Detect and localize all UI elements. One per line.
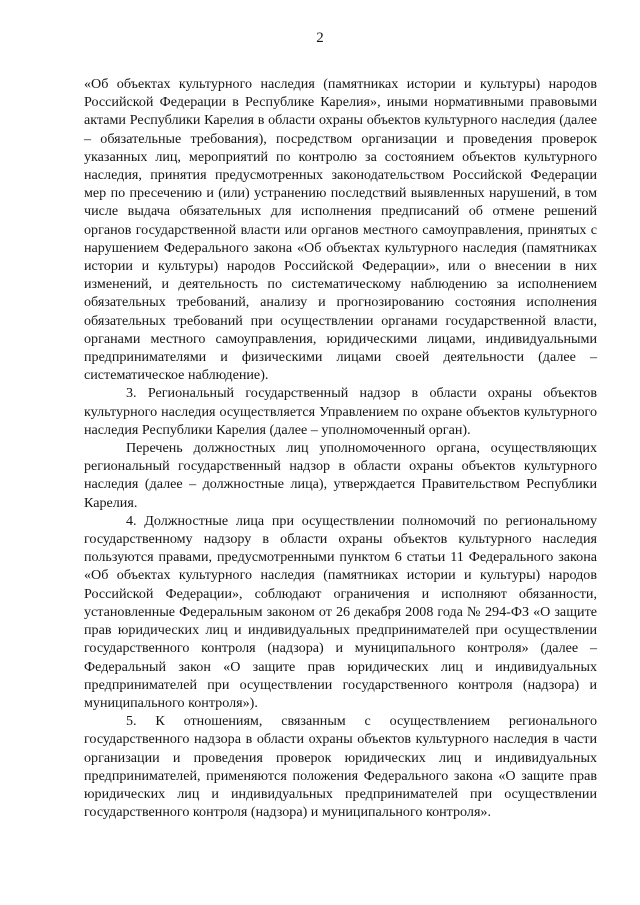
- page-number: 2: [316, 30, 324, 46]
- paragraph-3: 3. Региональный государственный надзор в области охраны объектов культурного наследия осуществляется Управлением по охране объектов культурного наследия Республики Карелия (далее – уполномоченный орган).: [84, 385, 597, 438]
- paragraph-officials-list: Перечень должностных лиц уполномоченного органа, осуществляющих региональный государственный надзор в области охраны объектов культурного наследия (далее – должностные лица), утверждается Правительством Республики Карелия.: [84, 440, 597, 511]
- document-body: [84, 75, 597, 821]
- paragraph-continuation: «Об объектах культурного наследия (памятниках истории и культуры) народов Российской Федерации в Республике Карелия», иными нормативными правовыми актами Республики Карелия в области охраны объектов культурного наследия (далее – обязательные требования), посредством организации и проведения проверок указанных лиц, мероприятий по контролю за состоянием объектов культурного наследия, принятия предусмотренных законодательством Российской Федерации мер по пресечению и (или) устранению последствий выявленных нарушений, в том числе выдача обязательных для исполнения предписаний об отмене решений органов государственной власти или органов местного самоуправления, принятых с нарушением Федерального закона «Об объектах культурного наследия (памятниках истории и культуры) народов Российской Федерации», или о внесении в них изменений, и деятельность по систематическому наблюдению за исполнением обязательных требований, анализу и прогнозированию состояния исполнения обязательных требований при осуществлении органами государственной власти, органами местного самоуправления, юридическими лицами, индивидуальными предпринимателями и физическими лицами своей деятельности (далее – систематическое наблюдение).: [84, 76, 597, 384]
- paragraph-4: 4. Должностные лица при осуществлении полномочий по региональному государственному надзору в области охраны объектов культурного наследия пользуются правами, предусмотренными пунктом 6 статьи 11 Федерального закона «Об объектах культурного наследия (памятниках истории и культуры) народов Российской Федерации», соблюдают ограничения и исполняют обязанности, установленные Федеральным законом от 26 декабря 2008 года № 294-ФЗ «О защите прав юридических лиц и индивидуальных предпринимателей при осуществлении государственного контроля (надзора) и муниципального контроля» (далее – Федеральный закон «О защите прав юридических лиц и индивидуальных предпринимателей при осуществлении государственного контроля (надзора) и муниципального контроля»).: [84, 512, 597, 711]
- paragraph-5: 5. К отношениям, связанным с осуществлением регионального государственного надзора в области охраны объектов культурного наследия в части организации и проведения проверок юридических лиц и индивидуальных предпринимателей, применяются положения Федерального закона «О защите прав юридических лиц и индивидуальных предпринимателей при осуществлении государственного контроля (надзора) и муниципального контроля».: [84, 713, 597, 821]
